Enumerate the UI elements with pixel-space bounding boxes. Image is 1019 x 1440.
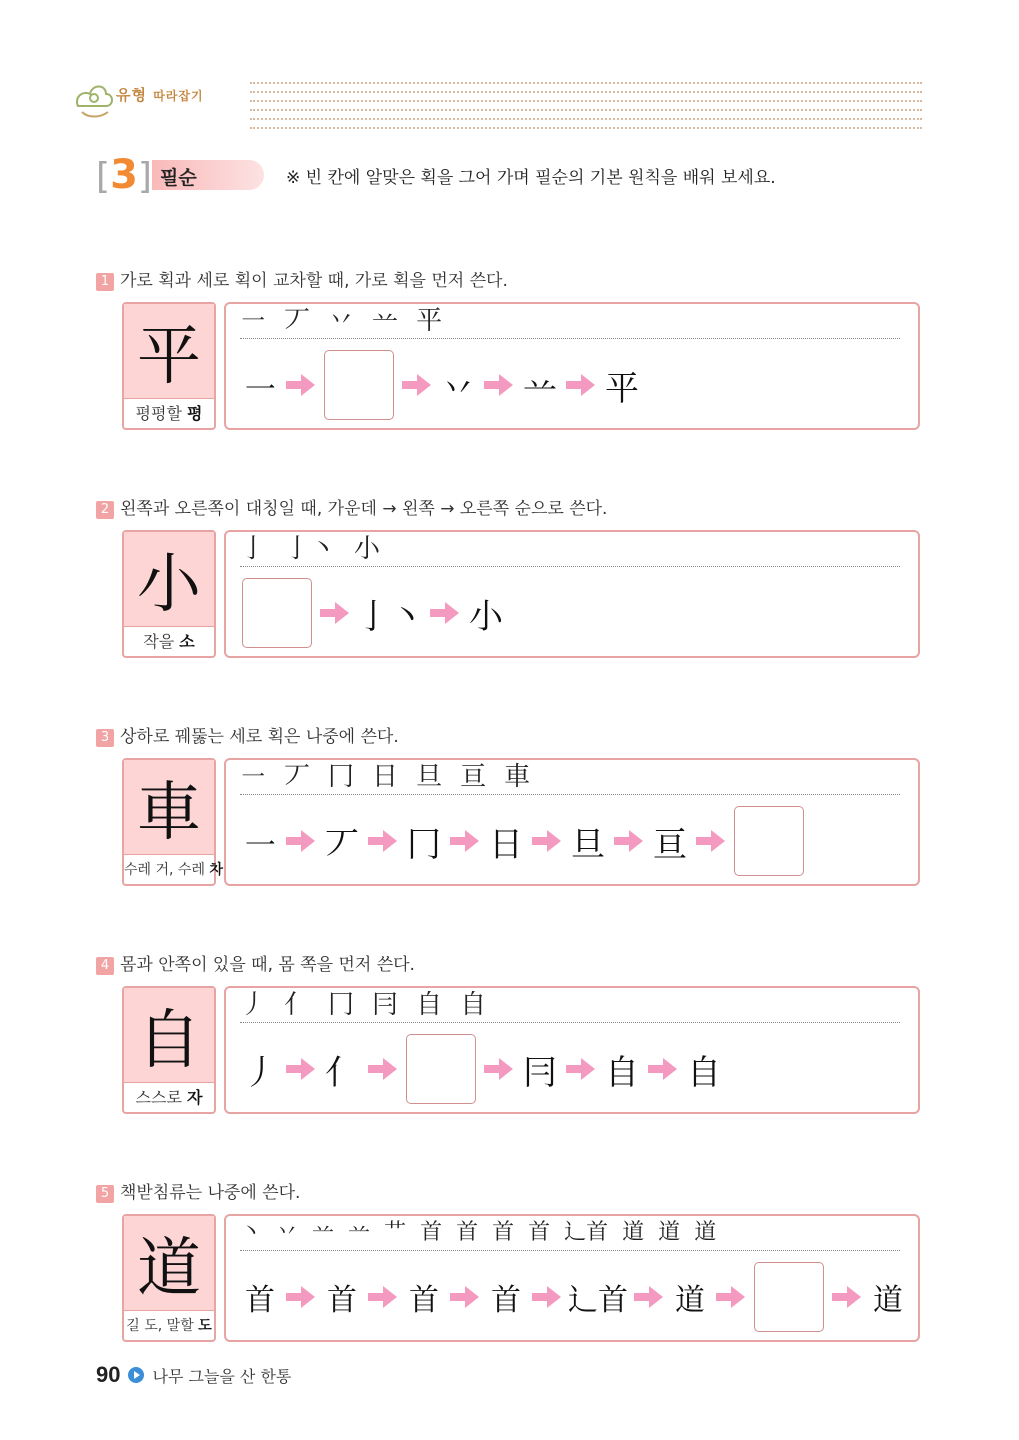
stroke-sequence: 丿 亻 冂 冃 自 自: [240, 988, 900, 1023]
right-arrow-icon: [286, 1286, 316, 1308]
hanja-character: 車: [124, 760, 214, 855]
series-logo: [72, 76, 232, 126]
right-arrow-icon: [368, 1286, 398, 1308]
stroke-step: 冂: [407, 824, 441, 865]
stroke-step: 道: [675, 1283, 705, 1318]
right-arrow-icon: [648, 1058, 678, 1080]
stroke-step: 日: [489, 824, 523, 865]
rule-text: 상하로 꿰뚫는 세로 획은 나중에 쓴다.: [120, 727, 399, 747]
right-arrow-icon: [368, 1058, 398, 1080]
blank-answer-box[interactable]: [324, 350, 394, 420]
hanja-character: 平: [124, 304, 214, 399]
blank-answer-box[interactable]: [242, 578, 312, 648]
stroke-step: 道: [873, 1283, 903, 1318]
stroke-step: 丿: [243, 1052, 277, 1093]
stroke-order-box: [224, 986, 920, 1114]
rule-number: 2: [96, 501, 114, 519]
page-number: 90: [96, 1362, 121, 1387]
rule-text: 책받침류는 나중에 쓴다.: [120, 1183, 301, 1203]
rule-number: 3: [96, 729, 114, 747]
section-badge: [96, 154, 266, 196]
hanja-character: 小: [124, 532, 214, 627]
header-dotted-lines: [250, 82, 922, 136]
rule-heading: [96, 266, 508, 291]
stroke-sequence: 丶 丷 䒑 䒑 艹 首 首 首 首 辶首 道 道 道: [240, 1216, 900, 1251]
rule-heading: [96, 1178, 301, 1203]
hanja-meaning: 수레 거, 수레 차: [124, 862, 223, 878]
stroke-step: 首: [409, 1283, 439, 1318]
stroke-step: 辶首: [568, 1283, 628, 1318]
hanja-meaning: 스스로 자: [135, 1088, 203, 1107]
right-arrow-icon: [566, 374, 596, 396]
logo-text-b: 따라잡기: [153, 89, 204, 103]
right-arrow-icon: [696, 830, 726, 852]
stroke-step: 冃: [523, 1052, 557, 1093]
right-arrow-icon: [450, 830, 480, 852]
right-arrow-icon: [532, 1286, 562, 1308]
stroke-sequence: ㇐ 丆 丷 䒑 平: [240, 304, 900, 339]
blank-answer-box[interactable]: [754, 1262, 824, 1332]
logo-text-a: 유형: [116, 86, 147, 104]
practice-flow: [236, 804, 912, 878]
right-arrow-icon: [286, 374, 316, 396]
practice-flow: [236, 576, 912, 650]
right-arrow-icon: [614, 830, 644, 852]
footer-title: 나무 그늘을 산 한통: [152, 1366, 292, 1386]
right-arrow-icon: [450, 1286, 480, 1308]
right-arrow-icon: [286, 830, 316, 852]
hanja-meaning: 작을 소: [143, 632, 195, 651]
right-arrow-icon: [484, 1058, 514, 1080]
right-arrow-icon: [430, 602, 460, 624]
stroke-order-box: [224, 530, 920, 658]
section-number: [3]: [96, 152, 152, 198]
hanja-character: 道: [124, 1216, 214, 1311]
rule-heading: [96, 950, 415, 975]
stroke-step: 亘: [653, 824, 687, 865]
stroke-step: 首: [327, 1283, 357, 1318]
page-header: [72, 76, 922, 132]
hanja-meaning: 평평할 평: [135, 404, 203, 423]
character-card: [122, 758, 223, 886]
blank-answer-box[interactable]: [406, 1034, 476, 1104]
stroke-step: 小: [469, 596, 503, 637]
right-arrow-icon: [634, 1286, 664, 1308]
section-instruction: ※ 빈 칸에 알맞은 획을 그어 가며 필순의 기본 원칙을 배워 보세요.: [286, 168, 776, 188]
character-card: [122, 302, 216, 430]
stroke-sequence: 亅 亅丶 小: [240, 532, 900, 567]
stroke-step: 亻: [325, 1052, 359, 1093]
right-arrow-icon: [286, 1058, 316, 1080]
right-arrow-icon: [402, 374, 432, 396]
practice-flow: [236, 1260, 912, 1334]
play-circle-icon: [128, 1367, 144, 1383]
stroke-step: ㇐: [243, 824, 277, 865]
character-card: [122, 530, 216, 658]
hanja-meaning: 길 도, 말할 도: [126, 1318, 212, 1334]
right-arrow-icon: [716, 1286, 746, 1308]
section-title-pill: [152, 160, 264, 190]
right-arrow-icon: [532, 830, 562, 852]
right-arrow-icon: [566, 1058, 596, 1080]
stroke-step: 首: [245, 1283, 275, 1318]
rule-heading: [96, 722, 399, 747]
stroke-step: ㇐: [243, 368, 277, 409]
stroke-step: 丆: [325, 824, 359, 865]
blank-answer-box[interactable]: [734, 806, 804, 876]
rule-number: 4: [96, 957, 114, 975]
stroke-order-box: [224, 1214, 920, 1342]
rule-number: 1: [96, 273, 114, 291]
rule-text: 몸과 안쪽이 있을 때, 몸 쪽을 먼저 쓴다.: [120, 955, 415, 975]
rule-text: 가로 획과 세로 획이 교차할 때, 가로 획을 먼저 쓴다.: [120, 271, 508, 291]
rule-text: 왼쪽과 오른쪽이 대칭일 때, 가운데 → 왼쪽 → 오른쪽 순으로 쓴다.: [120, 499, 608, 519]
hanja-character: 自: [124, 988, 214, 1083]
right-arrow-icon: [368, 830, 398, 852]
character-card: [122, 1214, 216, 1342]
stroke-step: 首: [491, 1283, 521, 1318]
practice-flow: [236, 348, 912, 422]
character-card: [122, 986, 216, 1114]
rule-number: 5: [96, 1185, 114, 1203]
stroke-step: 平: [605, 368, 639, 409]
stroke-order-box: [224, 302, 920, 430]
stroke-step: 自: [687, 1052, 721, 1093]
stroke-step: 自: [605, 1052, 639, 1093]
stroke-step: 丷: [441, 368, 475, 409]
stroke-step: 旦: [571, 824, 605, 865]
stroke-step: 亅丶: [356, 596, 424, 637]
right-arrow-icon: [320, 602, 350, 624]
rule-heading: [96, 494, 608, 519]
section-title: 필순: [160, 167, 197, 189]
stroke-sequence: ㇐ 丆 冂 日 旦 亘 車: [240, 760, 900, 795]
right-arrow-icon: [832, 1286, 862, 1308]
cloud-ornament-icon: [72, 76, 116, 124]
right-arrow-icon: [484, 374, 514, 396]
stroke-step: 䒑: [523, 368, 557, 409]
page-footer: [96, 1360, 291, 1390]
stroke-order-box: [224, 758, 920, 886]
practice-flow: [236, 1032, 912, 1106]
